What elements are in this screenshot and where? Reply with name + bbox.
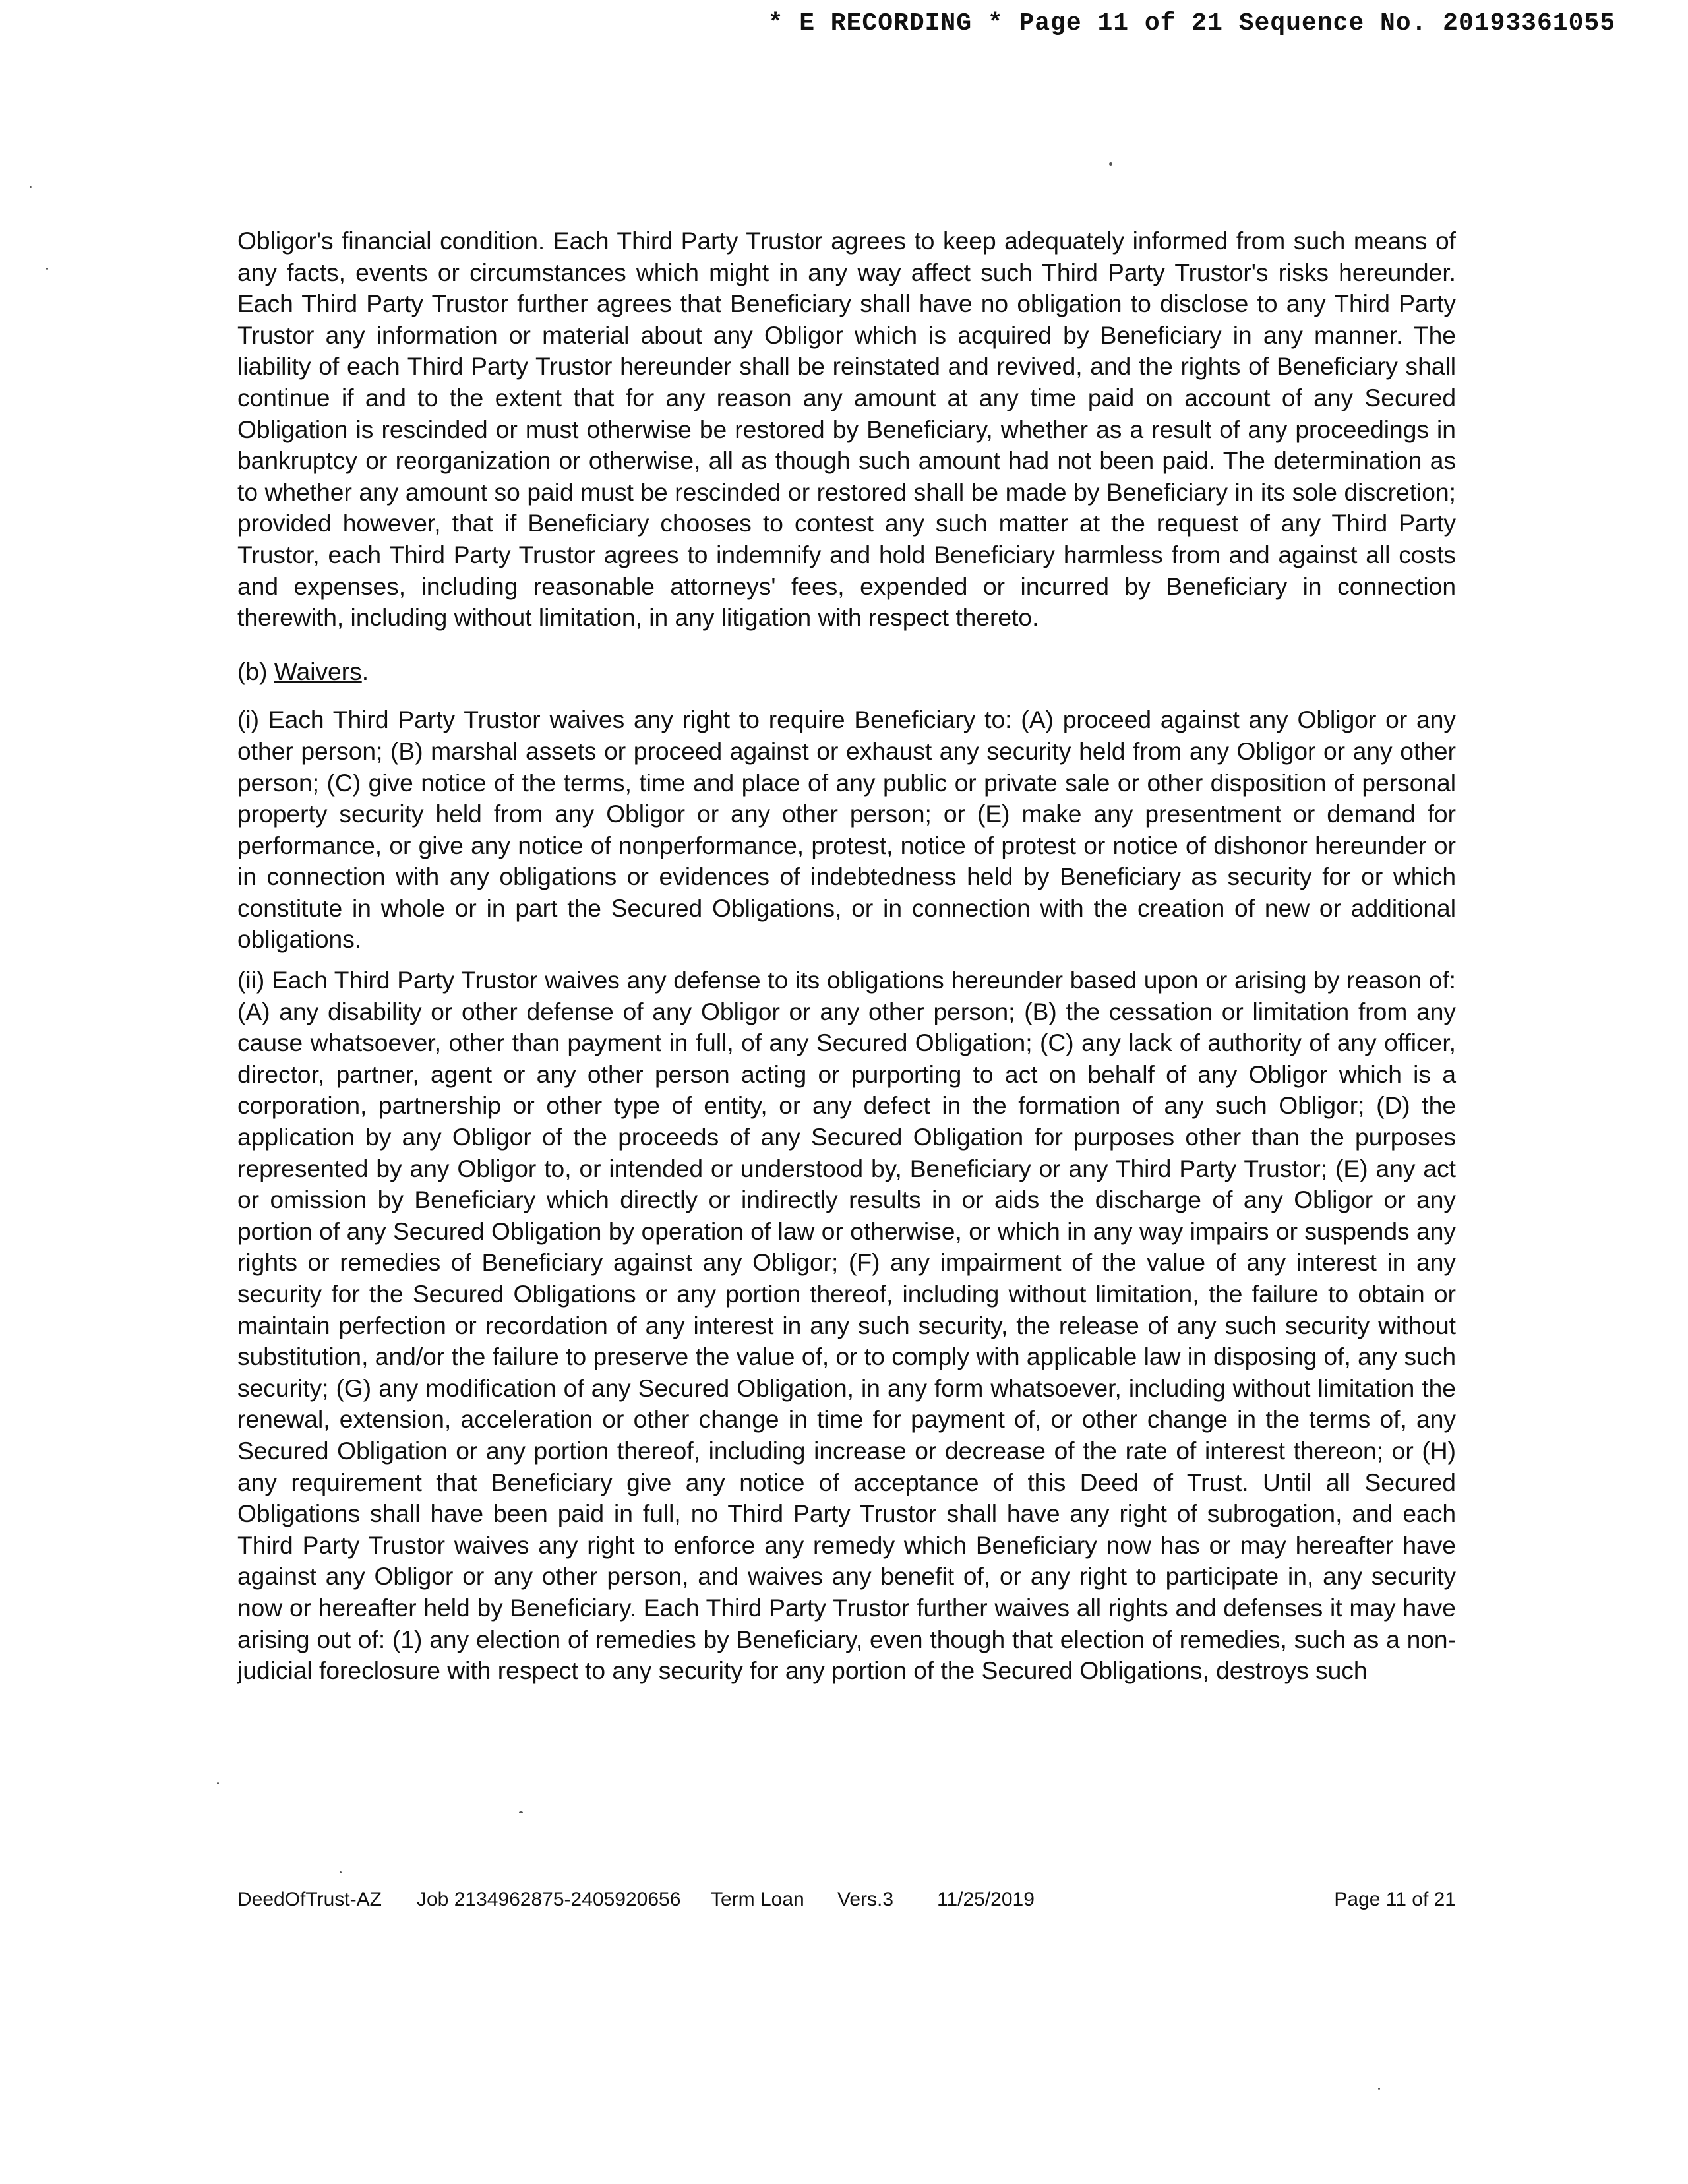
section-b-title: Waivers (274, 657, 362, 685)
scan-speck (340, 1871, 342, 1873)
footer-page-number: Page 11 of 21 (1334, 1889, 1456, 1910)
scan-speck (217, 1782, 219, 1784)
scan-speck (1109, 162, 1112, 166)
paragraph-waiver-i: (i) Each Third Party Trustor waives any right to require Beneficiary to: (A) proceed against any Obligor or any other person; (B) marshal assets or proceed against or exhaust any security held from any Obligor or any other person; (C) give notice of the terms, time and place of any public or private sale or other disposition of personal property security held from any Obligor or any other person; or (E) make any presentment or demand for performance, or give any notice of nonperformance, protest, notice of protest or notice of dishonor hereunder or in connection with any obligations or evidences of indebtedness held by Beneficiary as security for or which constitute in whole or in part the Secured Obligations, or in connection with the creation of new or additional obligations. (237, 706, 1456, 954)
section-b-heading (237, 656, 1456, 688)
footer-date: 11/25/2019 (937, 1889, 1035, 1910)
footer-loan-type: Term Loan (711, 1889, 804, 1910)
scan-speck (519, 1811, 523, 1813)
paragraph-financial-condition: Obligor's financial condition. Each Third Party Trustor agrees to keep adequately informed from such means of any facts, events or circumstances which might in any way affect such Third Party Trustor's risks hereunder. Each Third Party Trustor further agrees that Beneficiary shall have no obligation to disclose to any Third Party Trustor any information or material about any Obligor which is acquired by Beneficiary in any manner. The liability of each Third Party Trustor hereunder shall be reinstated and revived, and the rights of Beneficiary shall continue if and to the extent that for any reason any amount at any time paid on account of any Secured Obligation is rescinded or must otherwise be restored by Beneficiary, whether as a result of any proceedings in bankruptcy or reorganization or otherwise, all as though such amount had not been paid. The determination as to whether any amount so paid must be rescinded or restored shall be made by Beneficiary in its sole discretion; provided however, that if Beneficiary chooses to contest any such matter at the request of any Third Party Trustor, each Third Party Trustor agrees to indemnify and hold Beneficiary harmless from and against all costs and expenses, including reasonable attorneys' fees, expended or incurred by Beneficiary in connection therewith, including without limitation, in any litigation with respect thereto. (237, 227, 1456, 632)
section-b-label: (b) (237, 657, 268, 685)
scan-speck (1378, 2088, 1380, 2090)
recording-header: * E RECORDING * Page 11 of 21 Sequence No. 20193361055 (768, 9, 1615, 38)
scan-speck (30, 186, 32, 188)
section-b-period: . (361, 657, 369, 685)
scan-speck (46, 268, 48, 270)
footer-job: Job 2134962875-2405920656 (417, 1889, 681, 1910)
footer-version: Vers.3 (837, 1889, 894, 1910)
document-body (237, 226, 1456, 1687)
footer-doc-name: DeedOfTrust-AZ (237, 1889, 382, 1910)
paragraph-waiver-ii: (ii) Each Third Party Trustor waives any defense to its obligations hereunder based upon or arising by reason of: (A) any disability or other defense of any Obligor or any other person; (B) the cessation or limitation from any cause whatsoever, other than payment in full, of any Secured Obligation; (C) any lack of authority of any officer, director, partner, agent or any other person acting or purporting to act on behalf of any Obligor which is a corporation, partnership or other type of entity, or any defect in the formation of any such Obligor; (D) the application by any Obligor of the proceeds of any Secured Obligation for purposes other than the purposes represented by any Obligor to, or intended or understood by, Beneficiary or any Third Party Trustor; (E) any act or omission by Beneficiary which directly or indirectly results in or aids the discharge of any Obligor or any portion of any Secured Obligation by operation of law or otherwise, or which in any way impairs or suspends any rights or remedies of Beneficiary against any Obligor; (F) any impairment of the value of any interest in any security for the Secured Obligations or any portion thereof, including without limitation, the failure to obtain or maintain perfection or recordation of any interest in any such security, the release of any such security without substitution, and/or the failure to preserve the value of, or to comply with applicable law in disposing of, any such security; (G) any modification of any Secured Obligation, in any form whatsoever, including without limitation the renewal, extension, acceleration or other change in time for payment of, or other change in the terms of, any Secured Obligation or any portion thereof, including increase or decrease of the rate of interest thereon; or (H) any requirement that Beneficiary give any notice of acceptance of this Deed of Trust. Until all Secured Obligations shall have been paid in full, no Third Party Trustor shall have any right of subrogation, and each Third Party Trustor waives any right to enforce any remedy which Beneficiary now has or may hereafter have against any Obligor or any other person, and waives any benefit of, or any right to participate in, any security now or hereafter held by Beneficiary. Each Third Party Trustor further waives all rights and defenses it may have arising out of: (1) any election of remedies by Beneficiary, even though that election of remedies, such as a non-judicial foreclosure with respect to any security for any portion of the Secured Obligations, destroys such (237, 966, 1457, 1685)
